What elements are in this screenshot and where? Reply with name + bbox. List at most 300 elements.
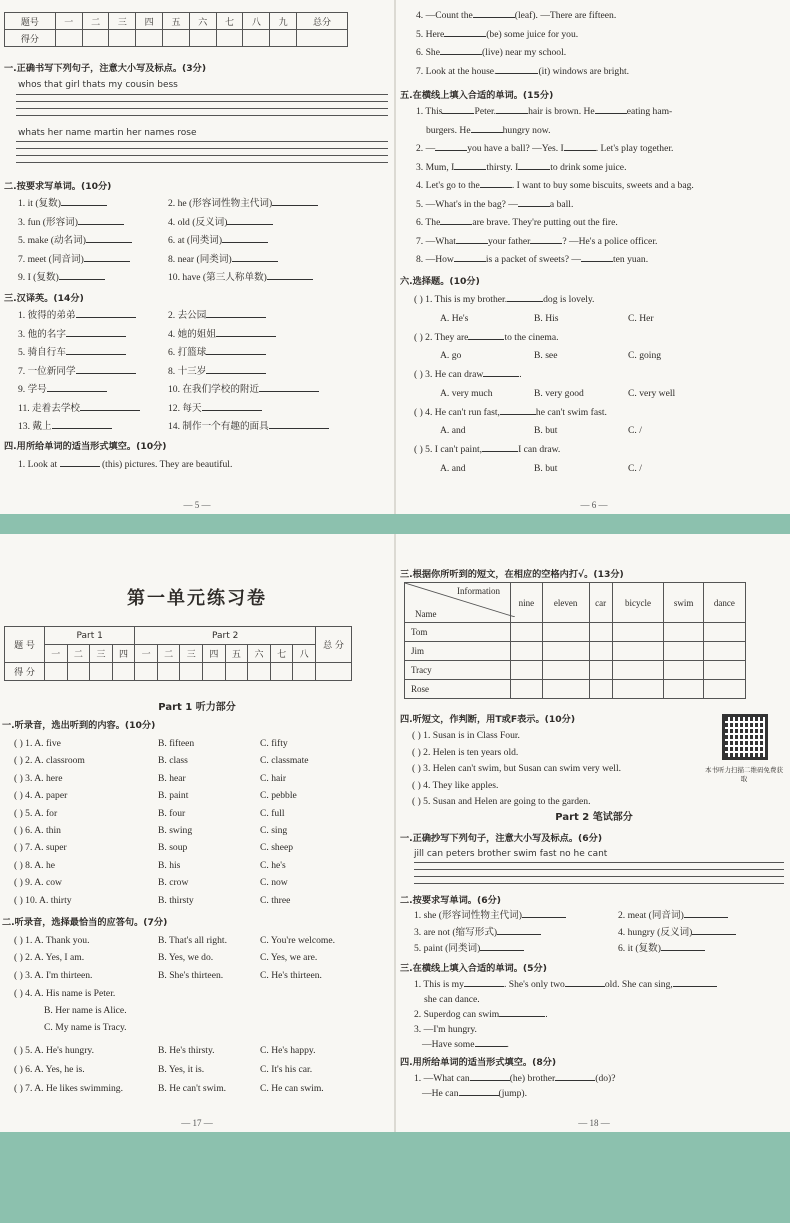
- list-row: [18, 270, 388, 285]
- list-row: [18, 215, 388, 230]
- choice-option[interactable]: C. sing: [260, 825, 288, 836]
- answer-blank[interactable]: [473, 8, 515, 18]
- question-text: ( ) 5. I can't paint,: [414, 444, 483, 455]
- question-text: . I want to buy some biscuits, sweets and a bag.: [511, 180, 694, 191]
- section-title: 三.汉译英。(14分): [4, 293, 84, 304]
- answer-blank[interactable]: [530, 234, 562, 244]
- choice-option[interactable]: C. three: [260, 894, 291, 906]
- list-item: [18, 364, 136, 379]
- tick-cell[interactable]: [511, 680, 543, 699]
- question-text: hair is brown. He: [528, 106, 595, 117]
- question-text: eating ham-: [626, 106, 673, 117]
- answer-blank[interactable]: [496, 64, 538, 74]
- choice-option[interactable]: B. but: [534, 462, 558, 474]
- part1-header: Part 1: [45, 627, 135, 645]
- answer-blank[interactable]: [202, 401, 262, 411]
- list-item: [168, 345, 266, 360]
- tick-cell[interactable]: [703, 623, 745, 642]
- choice-option[interactable]: A. very much: [440, 387, 493, 399]
- list-row: [414, 925, 786, 940]
- answer-blank[interactable]: [499, 1007, 545, 1017]
- info-body: [405, 623, 746, 699]
- tick-cell[interactable]: [703, 661, 745, 680]
- question-text: hungry now.: [502, 124, 551, 136]
- answer-blank[interactable]: [442, 104, 474, 114]
- item-label: 6. it (复数): [618, 943, 661, 954]
- answer-blank[interactable]: [61, 196, 107, 206]
- list-item: [414, 908, 566, 923]
- list-item: [414, 925, 541, 940]
- question-text: (be) some juice for you.: [486, 28, 579, 40]
- choice-option[interactable]: A. and: [440, 425, 466, 436]
- item-label: 6. at (同类词): [168, 235, 223, 246]
- choice-option[interactable]: C. pebble: [260, 790, 297, 802]
- choice-option[interactable]: A. He's: [440, 312, 469, 324]
- score-value-row: [5, 30, 348, 47]
- answer-blank[interactable]: [483, 367, 519, 377]
- choice-option[interactable]: B. His: [534, 312, 559, 324]
- choice-option: ( ) 3. A. I'm thirteen.: [14, 969, 93, 981]
- item-label: 7. 一位新同学: [18, 365, 76, 377]
- answer-blank[interactable]: [673, 977, 717, 987]
- question-text: 8. —How: [416, 254, 454, 265]
- score-header-cell: 三: [109, 13, 136, 30]
- score-label: 得 分: [5, 663, 45, 681]
- answer-blank[interactable]: [47, 382, 107, 392]
- choice-option[interactable]: B. Her name is Alice.: [44, 1004, 127, 1016]
- answer-blank[interactable]: [581, 252, 613, 262]
- answer-blank[interactable]: [440, 215, 472, 225]
- answer-blank[interactable]: [78, 215, 124, 225]
- page-gutter: [394, 0, 396, 514]
- question-text: he can't swim fast.: [535, 406, 607, 418]
- item-label: 5. paint (同类词): [414, 943, 481, 954]
- item-label: 10. 在我们学校的附近: [168, 384, 260, 395]
- question-text: ten yuan.: [612, 254, 649, 265]
- choice-option[interactable]: C. /: [628, 425, 642, 436]
- choice-option[interactable]: C. It's his car.: [260, 1064, 313, 1075]
- fill-question: [414, 1071, 790, 1086]
- answer-blank[interactable]: [456, 234, 488, 244]
- item-label: 5. make (动名词): [18, 235, 86, 246]
- list-item: [168, 308, 266, 323]
- section-title: 四.用所给单词的适当形式填空。(8分): [400, 1057, 557, 1068]
- question-text: thirsty. I: [486, 161, 519, 173]
- item-label: 13. 戴上: [18, 421, 52, 432]
- choice-option: ( ) 5. A. He's hungry.: [14, 1045, 94, 1056]
- answer-blank[interactable]: [80, 401, 140, 411]
- choice-option[interactable]: C. very well: [628, 387, 676, 399]
- choice-options: [440, 386, 786, 401]
- question-text: burgers. He: [426, 124, 471, 136]
- section-title: 一.正确抄写下列句子，注意大小写及标点。(6分): [400, 833, 603, 844]
- choice-option[interactable]: A. and: [440, 462, 466, 474]
- choice-option[interactable]: B. crow: [158, 877, 189, 889]
- fill-question: [426, 123, 788, 138]
- choice-option[interactable]: B. He can't swim.: [158, 1083, 227, 1094]
- list-item: [168, 327, 276, 342]
- choice-option[interactable]: C. /: [628, 462, 642, 474]
- item-label: 3. fun (形容词): [18, 216, 78, 228]
- answer-blank[interactable]: [482, 442, 518, 452]
- answer-blank[interactable]: [86, 233, 132, 243]
- list-item: [18, 382, 107, 397]
- answer-blank[interactable]: [52, 419, 112, 429]
- page-number: — 18 —: [578, 1118, 610, 1128]
- tick-cell[interactable]: [511, 623, 543, 642]
- list-row: [18, 252, 388, 267]
- choice-question: [14, 968, 394, 983]
- section-title: 二.听录音，选择最恰当的应答句。(7分): [2, 917, 168, 928]
- answer-blank[interactable]: [555, 1071, 595, 1081]
- fill-question: [416, 45, 786, 60]
- question-text: 4. —Count the: [416, 10, 473, 21]
- choice-option[interactable]: B. class: [158, 755, 188, 767]
- fill-question: [416, 178, 788, 193]
- answer-blank[interactable]: [76, 364, 136, 374]
- fill-question: [416, 64, 786, 79]
- choice-question: [14, 788, 394, 803]
- info-column-header: nine: [511, 583, 543, 623]
- answer-blank[interactable]: [66, 327, 126, 337]
- answer-blank[interactable]: [468, 330, 504, 340]
- answer-blank[interactable]: [471, 123, 503, 133]
- section-title: 一.正确书写下列句子，注意大小写及标点。(3分): [4, 63, 207, 74]
- choice-question: [14, 823, 394, 838]
- writing-lines[interactable]: [414, 856, 784, 884]
- question-text: 1. This: [416, 106, 443, 117]
- answer-blank[interactable]: [59, 270, 105, 280]
- choice-option[interactable]: B. very good: [534, 387, 584, 399]
- list-row: [18, 364, 388, 379]
- answer-blank[interactable]: [435, 141, 467, 151]
- question-text: ( ) 4. He can't run fast,: [414, 406, 500, 418]
- tick-cell[interactable]: [664, 642, 703, 661]
- tick-cell[interactable]: [542, 680, 589, 699]
- writing-lines[interactable]: [16, 88, 388, 116]
- choice-option[interactable]: C. Her: [628, 312, 654, 324]
- item-label: 14. 制作一个有趣的面具: [168, 421, 269, 432]
- choice-options: [440, 423, 786, 438]
- info-column-header: car: [589, 583, 612, 623]
- list-row: [18, 327, 388, 342]
- tick-cell[interactable]: [589, 642, 612, 661]
- choice-option[interactable]: B. see: [534, 350, 558, 361]
- choice-option[interactable]: C. he's: [260, 859, 286, 871]
- tick-cell[interactable]: [664, 623, 703, 642]
- question-text: 7. Look at the house.: [416, 65, 497, 77]
- question-text: you have a ball? —Yes. I: [467, 143, 564, 154]
- choice-option[interactable]: B. paint: [158, 790, 189, 802]
- choice-option: ( ) 1. A. five: [14, 738, 61, 749]
- question-text: dog is lovely.: [543, 294, 595, 305]
- choice-option[interactable]: A. go: [440, 350, 462, 361]
- choice-option: ( ) 7. A. He likes swimming.: [14, 1083, 123, 1094]
- answer-blank[interactable]: [480, 178, 512, 188]
- tick-cell[interactable]: [612, 661, 664, 680]
- judge-item: ( ) 3. Helen can't swim, but Susan can swim very well.: [412, 763, 622, 774]
- list-item: [18, 252, 130, 267]
- score-header-row: [5, 627, 352, 645]
- choice-option[interactable]: C. fifty: [260, 738, 288, 749]
- choice-option[interactable]: C. He's happy.: [260, 1045, 316, 1056]
- choice-option[interactable]: C. He's thirteen.: [260, 969, 322, 981]
- page-17: [0, 534, 394, 1132]
- section-title: 六.选择题。(10分): [400, 276, 480, 287]
- answer-blank[interactable]: [232, 252, 278, 262]
- page-18: [398, 534, 790, 1132]
- writing-lines[interactable]: [16, 135, 388, 163]
- score-header-cell: 四: [136, 13, 163, 30]
- list-item: [18, 401, 140, 416]
- answer-blank[interactable]: [470, 1071, 510, 1081]
- item-label: 5. 骑自行车: [18, 347, 66, 358]
- question-text: she can dance.: [424, 994, 480, 1005]
- answer-blank[interactable]: [564, 141, 596, 151]
- tick-cell[interactable]: [542, 642, 589, 661]
- choice-option[interactable]: B. Yes, we do.: [158, 952, 214, 964]
- info-row: [405, 680, 746, 699]
- answer-blank[interactable]: [444, 27, 486, 37]
- choice-option[interactable]: C. My name is Tracy.: [44, 1022, 127, 1034]
- answer-blank[interactable]: [76, 308, 136, 318]
- score-sub-cell: 一: [135, 645, 158, 663]
- score-sub-cell: 四: [203, 645, 226, 663]
- answer-blank[interactable]: [518, 197, 550, 207]
- info-row: [405, 642, 746, 661]
- question-text: . She's only two: [503, 979, 565, 990]
- answer-blank[interactable]: [66, 345, 126, 355]
- item-label: 1. she (形容词性物主代词): [414, 910, 522, 921]
- item-label: 9. I (复数): [18, 272, 59, 283]
- choice-option: ( ) 4. A. His name is Peter.: [14, 987, 116, 999]
- fill-question: [414, 977, 790, 992]
- choice-option: ( ) 2. A. Yes, I am.: [14, 952, 85, 964]
- list-item: [618, 908, 728, 923]
- choice-option: ( ) 7. A. super: [14, 842, 67, 854]
- choice-question: [414, 442, 786, 457]
- section-title: 四.用所给单词的适当形式填空。(10分): [4, 441, 167, 452]
- tick-cell[interactable]: [589, 623, 612, 642]
- answer-blank[interactable]: [661, 941, 705, 951]
- answer-blank[interactable]: [459, 1086, 499, 1096]
- choice-question: [414, 405, 786, 420]
- answer-blank[interactable]: [222, 233, 268, 243]
- item-label: 7. meet (同音词): [18, 253, 84, 265]
- question-text: 3. —I'm hungry.: [414, 1024, 477, 1035]
- qr-code-icon[interactable]: [722, 714, 768, 760]
- answer-blank[interactable]: [518, 160, 550, 170]
- list-row: [18, 196, 388, 211]
- item-label: 4. old (反义词): [168, 216, 228, 228]
- choice-option[interactable]: C. You're welcome.: [260, 935, 336, 946]
- tick-cell[interactable]: [542, 661, 589, 680]
- info-name: Tracy: [405, 661, 511, 680]
- answer-blank[interactable]: [259, 382, 319, 392]
- choice-option[interactable]: B. his: [158, 859, 181, 871]
- score-value-row: [5, 663, 352, 681]
- handwritten-sentence: whats her name martin her names rose: [18, 128, 197, 138]
- choice-option[interactable]: B. soup: [158, 842, 188, 854]
- answer-blank[interactable]: [206, 364, 266, 374]
- total-header: 总 分: [316, 627, 352, 663]
- question-text: 4. Let's go to the: [416, 180, 480, 191]
- item-label: 8. 十三岁: [168, 365, 207, 377]
- choice-option[interactable]: B. hear: [158, 772, 186, 784]
- question-text: to drink some juice.: [550, 161, 627, 173]
- choice-question: [414, 292, 786, 307]
- handwritten-sentence: whos that girl thats my cousin bess: [18, 80, 178, 90]
- info-column-header: eleven: [542, 583, 589, 623]
- info-row: [405, 623, 746, 642]
- fill-question: [416, 252, 788, 267]
- score-header-cell: 五: [163, 13, 190, 30]
- list-item: [168, 215, 273, 230]
- answer-blank[interactable]: [500, 405, 536, 415]
- score-sub-cell: 二: [67, 645, 90, 663]
- tick-cell[interactable]: [703, 680, 745, 699]
- item-label: 4. 她的姐姐: [168, 328, 216, 340]
- info-name: Jim: [405, 642, 511, 661]
- answer-blank[interactable]: [507, 292, 543, 302]
- choice-option[interactable]: B. four: [158, 807, 186, 819]
- choice-option[interactable]: C. sheep: [260, 842, 294, 854]
- list-item: [18, 308, 136, 323]
- fill-question: [416, 197, 788, 212]
- list-row: [18, 401, 388, 416]
- choice-option[interactable]: C. He can swim.: [260, 1083, 324, 1094]
- list-item: [168, 419, 329, 434]
- score-sub-cell: 二: [157, 645, 180, 663]
- question-text: 1. Look at: [18, 459, 58, 470]
- choice-question: [414, 367, 786, 382]
- score-sub-cell: 七: [270, 645, 293, 663]
- question-text: (he) brother: [509, 1073, 556, 1084]
- answer-blank[interactable]: [497, 925, 541, 935]
- tick-cell[interactable]: [511, 642, 543, 661]
- tick-cell[interactable]: [612, 680, 664, 699]
- choice-option: ( ) 5. A. for: [14, 807, 58, 819]
- score-header-cell: 二: [82, 13, 109, 30]
- score-header-cell: 总分: [297, 13, 348, 30]
- answer-blank[interactable]: [269, 419, 329, 429]
- score-sub-row: [5, 645, 352, 663]
- list-item: [18, 327, 126, 342]
- choice-option[interactable]: B. She's thirteen.: [158, 969, 224, 981]
- section-title: 三.根据你所听到的短文，在相应的空格内打√。(13分): [400, 569, 624, 580]
- answer-blank[interactable]: [496, 104, 528, 114]
- list-item: [18, 215, 124, 230]
- question-text: (this) pictures. They are beautiful.: [101, 459, 233, 470]
- answer-blank[interactable]: [60, 457, 100, 467]
- question-text: ( ) 3. He can draw: [414, 369, 484, 380]
- tick-cell[interactable]: [589, 661, 612, 680]
- answer-blank[interactable]: [595, 104, 627, 114]
- choice-option[interactable]: B. swing: [158, 825, 193, 836]
- choice-option: ( ) 1. A. Thank you.: [14, 935, 90, 946]
- list-item: [618, 925, 736, 940]
- score-sub-cell: 一: [45, 645, 68, 663]
- list-item: [168, 401, 262, 416]
- question-text: ( ) 2. They are: [414, 331, 469, 343]
- answer-blank[interactable]: [692, 925, 736, 935]
- question-text: 1. —What can: [414, 1073, 470, 1084]
- info-header-row: [405, 583, 746, 623]
- tick-cell[interactable]: [511, 661, 543, 680]
- choice-option[interactable]: B. He's thirsty.: [158, 1045, 215, 1056]
- answer-blank[interactable]: [216, 327, 276, 337]
- tick-cell[interactable]: [664, 680, 703, 699]
- choice-option[interactable]: C. hair: [260, 772, 287, 784]
- question-text: 2. Superdog can swim: [414, 1009, 500, 1020]
- answer-blank[interactable]: [454, 160, 486, 170]
- answer-blank[interactable]: [206, 308, 266, 318]
- page-number: — 17 —: [181, 1118, 213, 1128]
- tick-cell[interactable]: [664, 661, 703, 680]
- info-column-header: dance: [703, 583, 745, 623]
- answer-blank[interactable]: [454, 252, 486, 262]
- answer-blank[interactable]: [565, 977, 605, 987]
- choice-option[interactable]: C. now: [260, 877, 288, 889]
- answer-blank[interactable]: [227, 215, 273, 225]
- tick-cell[interactable]: [612, 642, 664, 661]
- fill-question: [422, 1037, 790, 1052]
- choice-question: [14, 933, 394, 948]
- answer-blank[interactable]: [522, 908, 566, 918]
- answer-blank[interactable]: [272, 196, 318, 206]
- answer-blank[interactable]: [475, 1037, 507, 1047]
- choice-option: ( ) 6. A. Yes, he is.: [14, 1064, 85, 1075]
- score-sub-cell: 三: [90, 645, 113, 663]
- list-item: [18, 196, 107, 211]
- tick-cell[interactable]: [703, 642, 745, 661]
- choice-question: [14, 1081, 394, 1096]
- score-sub-cell: 五: [225, 645, 248, 663]
- judge-item: ( ) 2. Helen is ten years old.: [412, 746, 519, 758]
- choice-option[interactable]: C. classmate: [260, 755, 309, 767]
- item-label: 2. 去公园: [168, 310, 207, 321]
- choice-option[interactable]: C. going: [628, 350, 662, 361]
- answer-blank[interactable]: [84, 252, 130, 262]
- choice-options: [440, 348, 786, 363]
- qr-caption: 本书听力扫描二维码免费获取: [705, 766, 783, 783]
- choice-question: [414, 330, 786, 345]
- choice-option[interactable]: B. That's all right.: [158, 935, 227, 946]
- tick-cell[interactable]: [589, 680, 612, 699]
- choice-option[interactable]: B. thirsty: [158, 894, 194, 906]
- tick-cell[interactable]: [612, 623, 664, 642]
- answer-blank[interactable]: [464, 977, 504, 987]
- choice-option[interactable]: B. fifteen: [158, 738, 195, 749]
- question-text: 5. Here: [416, 28, 445, 40]
- answer-blank[interactable]: [440, 45, 482, 55]
- section-title: 四.听短文，作判断，用T或F表示。(10分): [400, 714, 576, 725]
- tick-cell[interactable]: [542, 623, 589, 642]
- question-text: old. She can sing,: [604, 979, 673, 990]
- choice-option[interactable]: C. Yes, we are.: [260, 952, 318, 964]
- choice-option[interactable]: B. Yes, it is.: [158, 1064, 205, 1075]
- answer-blank[interactable]: [206, 345, 266, 355]
- choice-options: [440, 461, 786, 476]
- fill-question: [416, 141, 788, 156]
- answer-blank[interactable]: [480, 941, 524, 951]
- answer-blank[interactable]: [267, 270, 313, 280]
- choice-option[interactable]: B. but: [534, 425, 558, 436]
- choice-option[interactable]: C. full: [260, 807, 285, 819]
- list-item: [18, 233, 132, 248]
- info-header-bottom: Name: [415, 609, 437, 619]
- answer-blank[interactable]: [684, 908, 728, 918]
